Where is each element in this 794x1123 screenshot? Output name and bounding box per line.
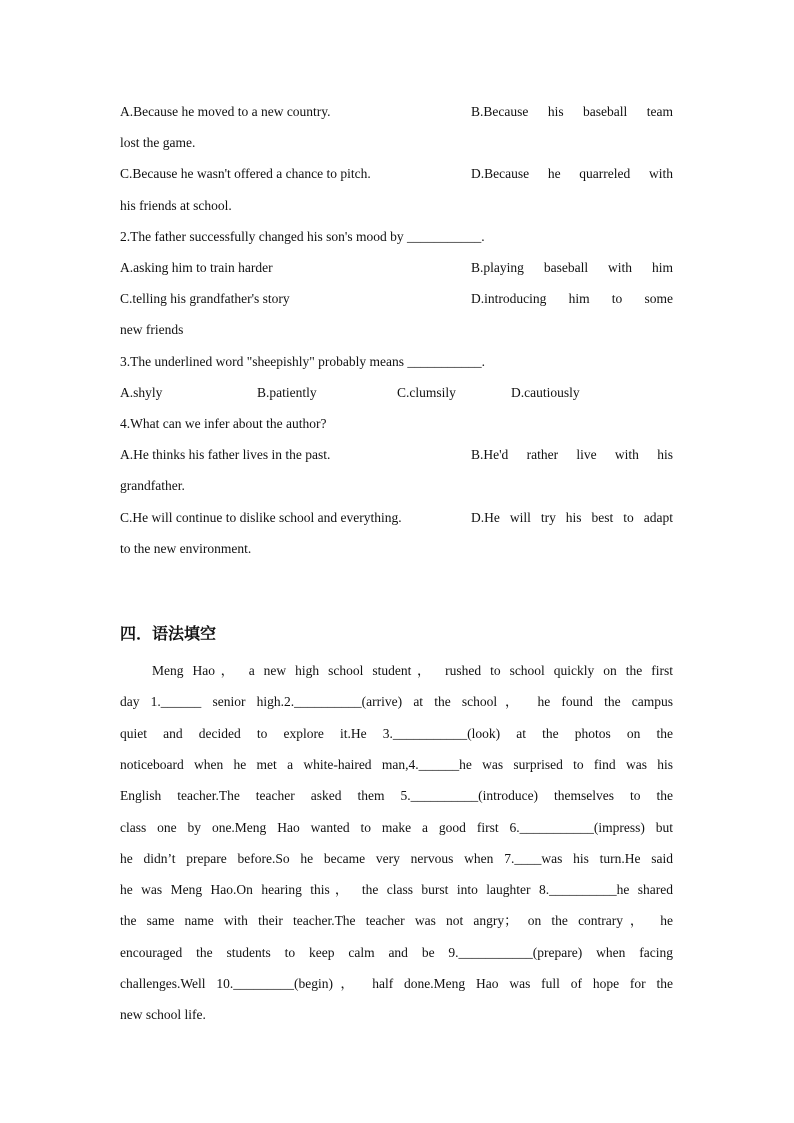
q2-option-b: B.playing baseball with him — [471, 260, 673, 276]
section-title: 四．语法填空 — [120, 624, 217, 644]
passage-line: quiet and decided to explore it.He 3.___________(look) at the photos on the — [120, 725, 673, 741]
q2-option-d-continued: new friends — [120, 322, 184, 338]
q2-option-row-cd — [120, 283, 673, 314]
q3-option-c: C.clumsily — [397, 384, 456, 400]
passage-line: Meng Hao， a new high school student， rushed to school quickly on the first — [152, 663, 673, 679]
passage-line: class one by one.Meng Hao wanted to make a good first 6.___________(impress) but — [120, 819, 673, 835]
q4-option-a: A.He thinks his father lives in the past. — [120, 447, 331, 463]
q4-option-row-cd — [120, 502, 673, 533]
q3-option-a: A.shyly — [120, 384, 163, 400]
q4-option-b: B.He'd rather live with his — [471, 447, 673, 463]
q4-option-b-continued: grandfather. — [120, 478, 185, 494]
q1-option-b: B.Because his baseball team — [471, 104, 673, 119]
q1-option-d: D.Because he quarreled with — [471, 166, 673, 182]
q2-stem: 2.The father successfully changed his son's mood by ___________. — [120, 228, 485, 244]
q1-option-d-continued: his friends at school. — [120, 197, 232, 213]
passage-line: noticeboard when he met a white-haired man,4.______he was surprised to find was his — [120, 756, 673, 772]
q1-option-row-ab — [120, 96, 673, 127]
passage-line-last: new school life. — [120, 1007, 206, 1023]
passage-line: he was Meng Hao.On hearing this， the class burst into laughter 8.__________he shared — [120, 882, 673, 898]
q2-option-row-ab — [120, 252, 673, 283]
passage-line: challenges.Well 10._________(begin)， half done.Meng Hao was full of hope for the — [120, 976, 673, 992]
q4-option-row-ab — [120, 439, 673, 470]
q2-option-c: C.telling his grandfather's story — [120, 291, 290, 307]
passage-line: he didn’t prepare before.So he became very nervous when 7.____was his turn.He said — [120, 850, 673, 866]
passage-line: day 1.______ senior high.2.__________(arrive) at the school， he found the campus — [120, 694, 673, 710]
worksheet-page — [120, 96, 673, 1031]
q1-option-a: A.Because he moved to a new country. — [120, 104, 331, 119]
q3-stem: 3.The underlined word "sheepishly" probably means ___________. — [120, 353, 485, 369]
q4-option-d: D.He will try his best to adapt — [471, 509, 673, 525]
q2-option-d: D.introducing him to some — [471, 291, 673, 307]
q3-option-d: D.cautiously — [511, 384, 580, 400]
passage-line: encouraged the students to keep calm and be 9.___________(prepare) when facing — [120, 944, 673, 960]
q2-option-a: A.asking him to train harder — [120, 260, 273, 276]
q3-options — [120, 377, 673, 408]
q1-option-c: C.Because he wasn't offered a chance to pitch. — [120, 166, 371, 182]
q4-option-c: C.He will continue to dislike school and everything. — [120, 509, 402, 525]
q4-option-d-continued: to the new environment. — [120, 540, 252, 556]
passage-line: English teacher.The teacher asked them 5.__________(introduce) themselves to the — [120, 788, 673, 804]
q1-option-row-cd — [120, 158, 673, 189]
q1-option-b-continued: lost the game. — [120, 135, 196, 151]
q3-option-b: B.patiently — [257, 384, 317, 400]
q4-stem: 4.What can we infer about the author? — [120, 416, 327, 432]
passage-line: the same name with their teacher.The teacher was not angry； on the contrary， he — [120, 913, 673, 929]
grammar-passage — [120, 655, 673, 1031]
